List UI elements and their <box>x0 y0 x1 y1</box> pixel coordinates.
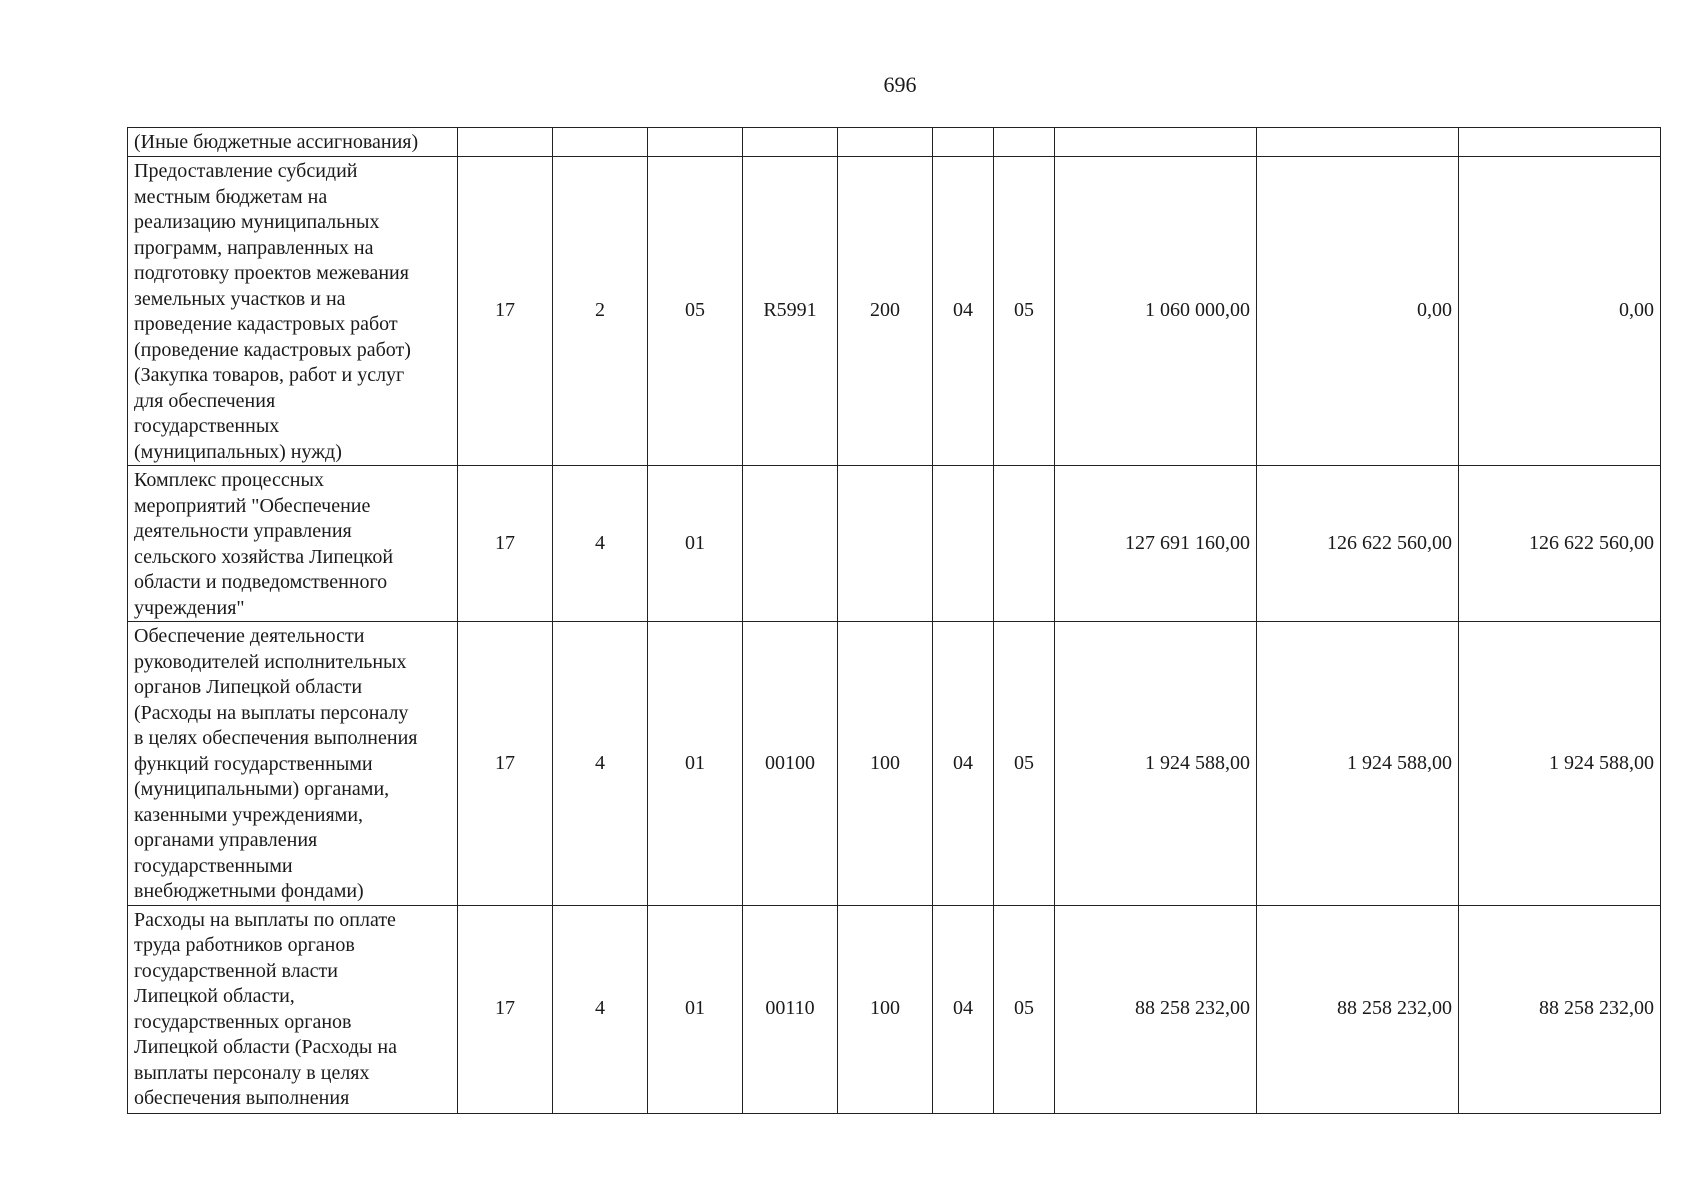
table-body <box>128 128 1661 1114</box>
section-code-cell: 04 <box>933 622 994 906</box>
description-line: функций государственными <box>134 752 373 775</box>
section-code-cell: 04 <box>933 905 994 1113</box>
subprogram-code-cell: 4 <box>553 622 648 906</box>
amount-year1-cell: 88 258 232,00 <box>1055 905 1257 1113</box>
section-code-cell <box>933 466 994 622</box>
amount-year1-cell: 1 060 000,00 <box>1055 157 1257 466</box>
description-line: (проведение кадастровых работ) <box>134 338 411 361</box>
description-line: (Расходы на выплаты персоналу <box>134 701 409 724</box>
section-code-cell: 04 <box>933 157 994 466</box>
description-line: (Иные бюджетные ассигнования) <box>134 131 419 153</box>
subsection-code-cell: 05 <box>994 905 1055 1113</box>
table-row <box>128 128 1661 157</box>
event-code-cell: 01 <box>648 466 743 622</box>
description-line: проведение кадастровых работ <box>134 313 398 335</box>
direction-code-cell <box>743 466 838 622</box>
subprogram-code-cell: 4 <box>553 905 648 1113</box>
description-line: труда работников органов <box>134 934 355 956</box>
expense-type-cell <box>838 466 933 622</box>
event-code-cell: 05 <box>648 157 743 466</box>
description-line: учреждения" <box>134 596 245 619</box>
table-row <box>128 622 1661 906</box>
program-code-cell <box>458 128 553 157</box>
description-line: для обеспечения <box>134 389 276 412</box>
subprogram-code-cell: 4 <box>553 466 648 622</box>
description-line: Липецкой области (Расходы на <box>134 1036 397 1058</box>
description-line: Предоставление субсидий <box>134 160 358 182</box>
description-line: (муниципальных) нужд) <box>134 440 342 463</box>
budget-table <box>127 127 1661 1114</box>
table-row <box>128 905 1661 1113</box>
amount-year2-cell: 0,00 <box>1257 157 1459 466</box>
event-code-cell: 01 <box>648 622 743 906</box>
description-cell <box>128 157 458 466</box>
description-line: Обеспечение деятельности <box>134 625 365 647</box>
description-line: руководителей исполнительных <box>134 650 407 673</box>
description-line: государственных <box>134 415 280 437</box>
section-code-cell <box>933 128 994 157</box>
description-line: внебюджетными фондами) <box>134 880 364 902</box>
amount-year1-cell: 1 924 588,00 <box>1055 622 1257 906</box>
direction-code-cell: 00100 <box>743 622 838 906</box>
description-line: государственных органов <box>134 1010 352 1033</box>
description-cell <box>128 622 458 906</box>
program-code-cell: 17 <box>458 622 553 906</box>
description-line: деятельности управления <box>134 520 352 542</box>
amount-year1-cell: 127 691 160,00 <box>1055 466 1257 622</box>
expense-type-cell: 100 <box>838 622 933 906</box>
description-line: (Закупка товаров, работ и услуг <box>134 364 405 386</box>
description-line: сельского хозяйства Липецкой <box>134 545 394 568</box>
description-line: государственной власти <box>134 959 338 982</box>
subsection-code-cell: 05 <box>994 157 1055 466</box>
description-cell <box>128 905 458 1113</box>
description-line: (муниципальными) органами, <box>134 778 390 800</box>
amount-year1-cell <box>1055 128 1257 157</box>
description-line: реализацию муниципальных <box>134 211 380 233</box>
subsection-code-cell <box>994 128 1055 157</box>
direction-code-cell: 00110 <box>743 905 838 1113</box>
description-line: местным бюджетам на <box>134 185 328 208</box>
amount-year3-cell: 1 924 588,00 <box>1459 622 1661 906</box>
description-line: Липецкой области, <box>134 985 295 1007</box>
description-line: в целях обеспечения выполнения <box>134 727 418 749</box>
direction-code-cell: R5991 <box>743 157 838 466</box>
amount-year3-cell: 126 622 560,00 <box>1459 466 1661 622</box>
description-line: области и подведомственного <box>134 571 388 593</box>
amount-year2-cell: 1 924 588,00 <box>1257 622 1459 906</box>
description-line: государственными <box>134 854 293 877</box>
description-line: подготовку проектов межевания <box>134 262 409 284</box>
description-line: Комплекс процессных <box>134 469 324 491</box>
page-number: 696 <box>883 72 917 97</box>
program-code-cell: 17 <box>458 905 553 1113</box>
event-code-cell: 01 <box>648 905 743 1113</box>
subprogram-code-cell: 2 <box>553 157 648 466</box>
description-line: мероприятий "Обеспечение <box>134 494 371 517</box>
description-cell <box>128 466 458 622</box>
description-line: программ, направленных на <box>134 236 374 259</box>
amount-year2-cell: 88 258 232,00 <box>1257 905 1459 1113</box>
direction-code-cell <box>743 128 838 157</box>
amount-year2-cell: 126 622 560,00 <box>1257 466 1459 622</box>
subsection-code-cell <box>994 466 1055 622</box>
subprogram-code-cell <box>553 128 648 157</box>
event-code-cell <box>648 128 743 157</box>
description-line: обеспечения выполнения <box>134 1087 350 1109</box>
description-line: казенными учреждениями, <box>134 803 364 826</box>
amount-year3-cell: 0,00 <box>1459 157 1661 466</box>
expense-type-cell: 200 <box>838 157 933 466</box>
amount-year2-cell <box>1257 128 1459 157</box>
subsection-code-cell: 05 <box>994 622 1055 906</box>
description-line: Расходы на выплаты по оплате <box>134 908 396 931</box>
table-row <box>128 157 1661 466</box>
description-line: земельных участков и на <box>134 287 346 310</box>
amount-year3-cell <box>1459 128 1661 157</box>
description-line: органами управления <box>134 829 318 851</box>
program-code-cell: 17 <box>458 466 553 622</box>
expense-type-cell: 100 <box>838 905 933 1113</box>
program-code-cell: 17 <box>458 157 553 466</box>
description-line: органов Липецкой области <box>134 676 363 698</box>
description-cell <box>128 128 458 157</box>
description-line: выплаты персоналу в целях <box>134 1061 370 1084</box>
expense-type-cell <box>838 128 933 157</box>
table-row <box>128 466 1661 622</box>
amount-year3-cell: 88 258 232,00 <box>1459 905 1661 1113</box>
